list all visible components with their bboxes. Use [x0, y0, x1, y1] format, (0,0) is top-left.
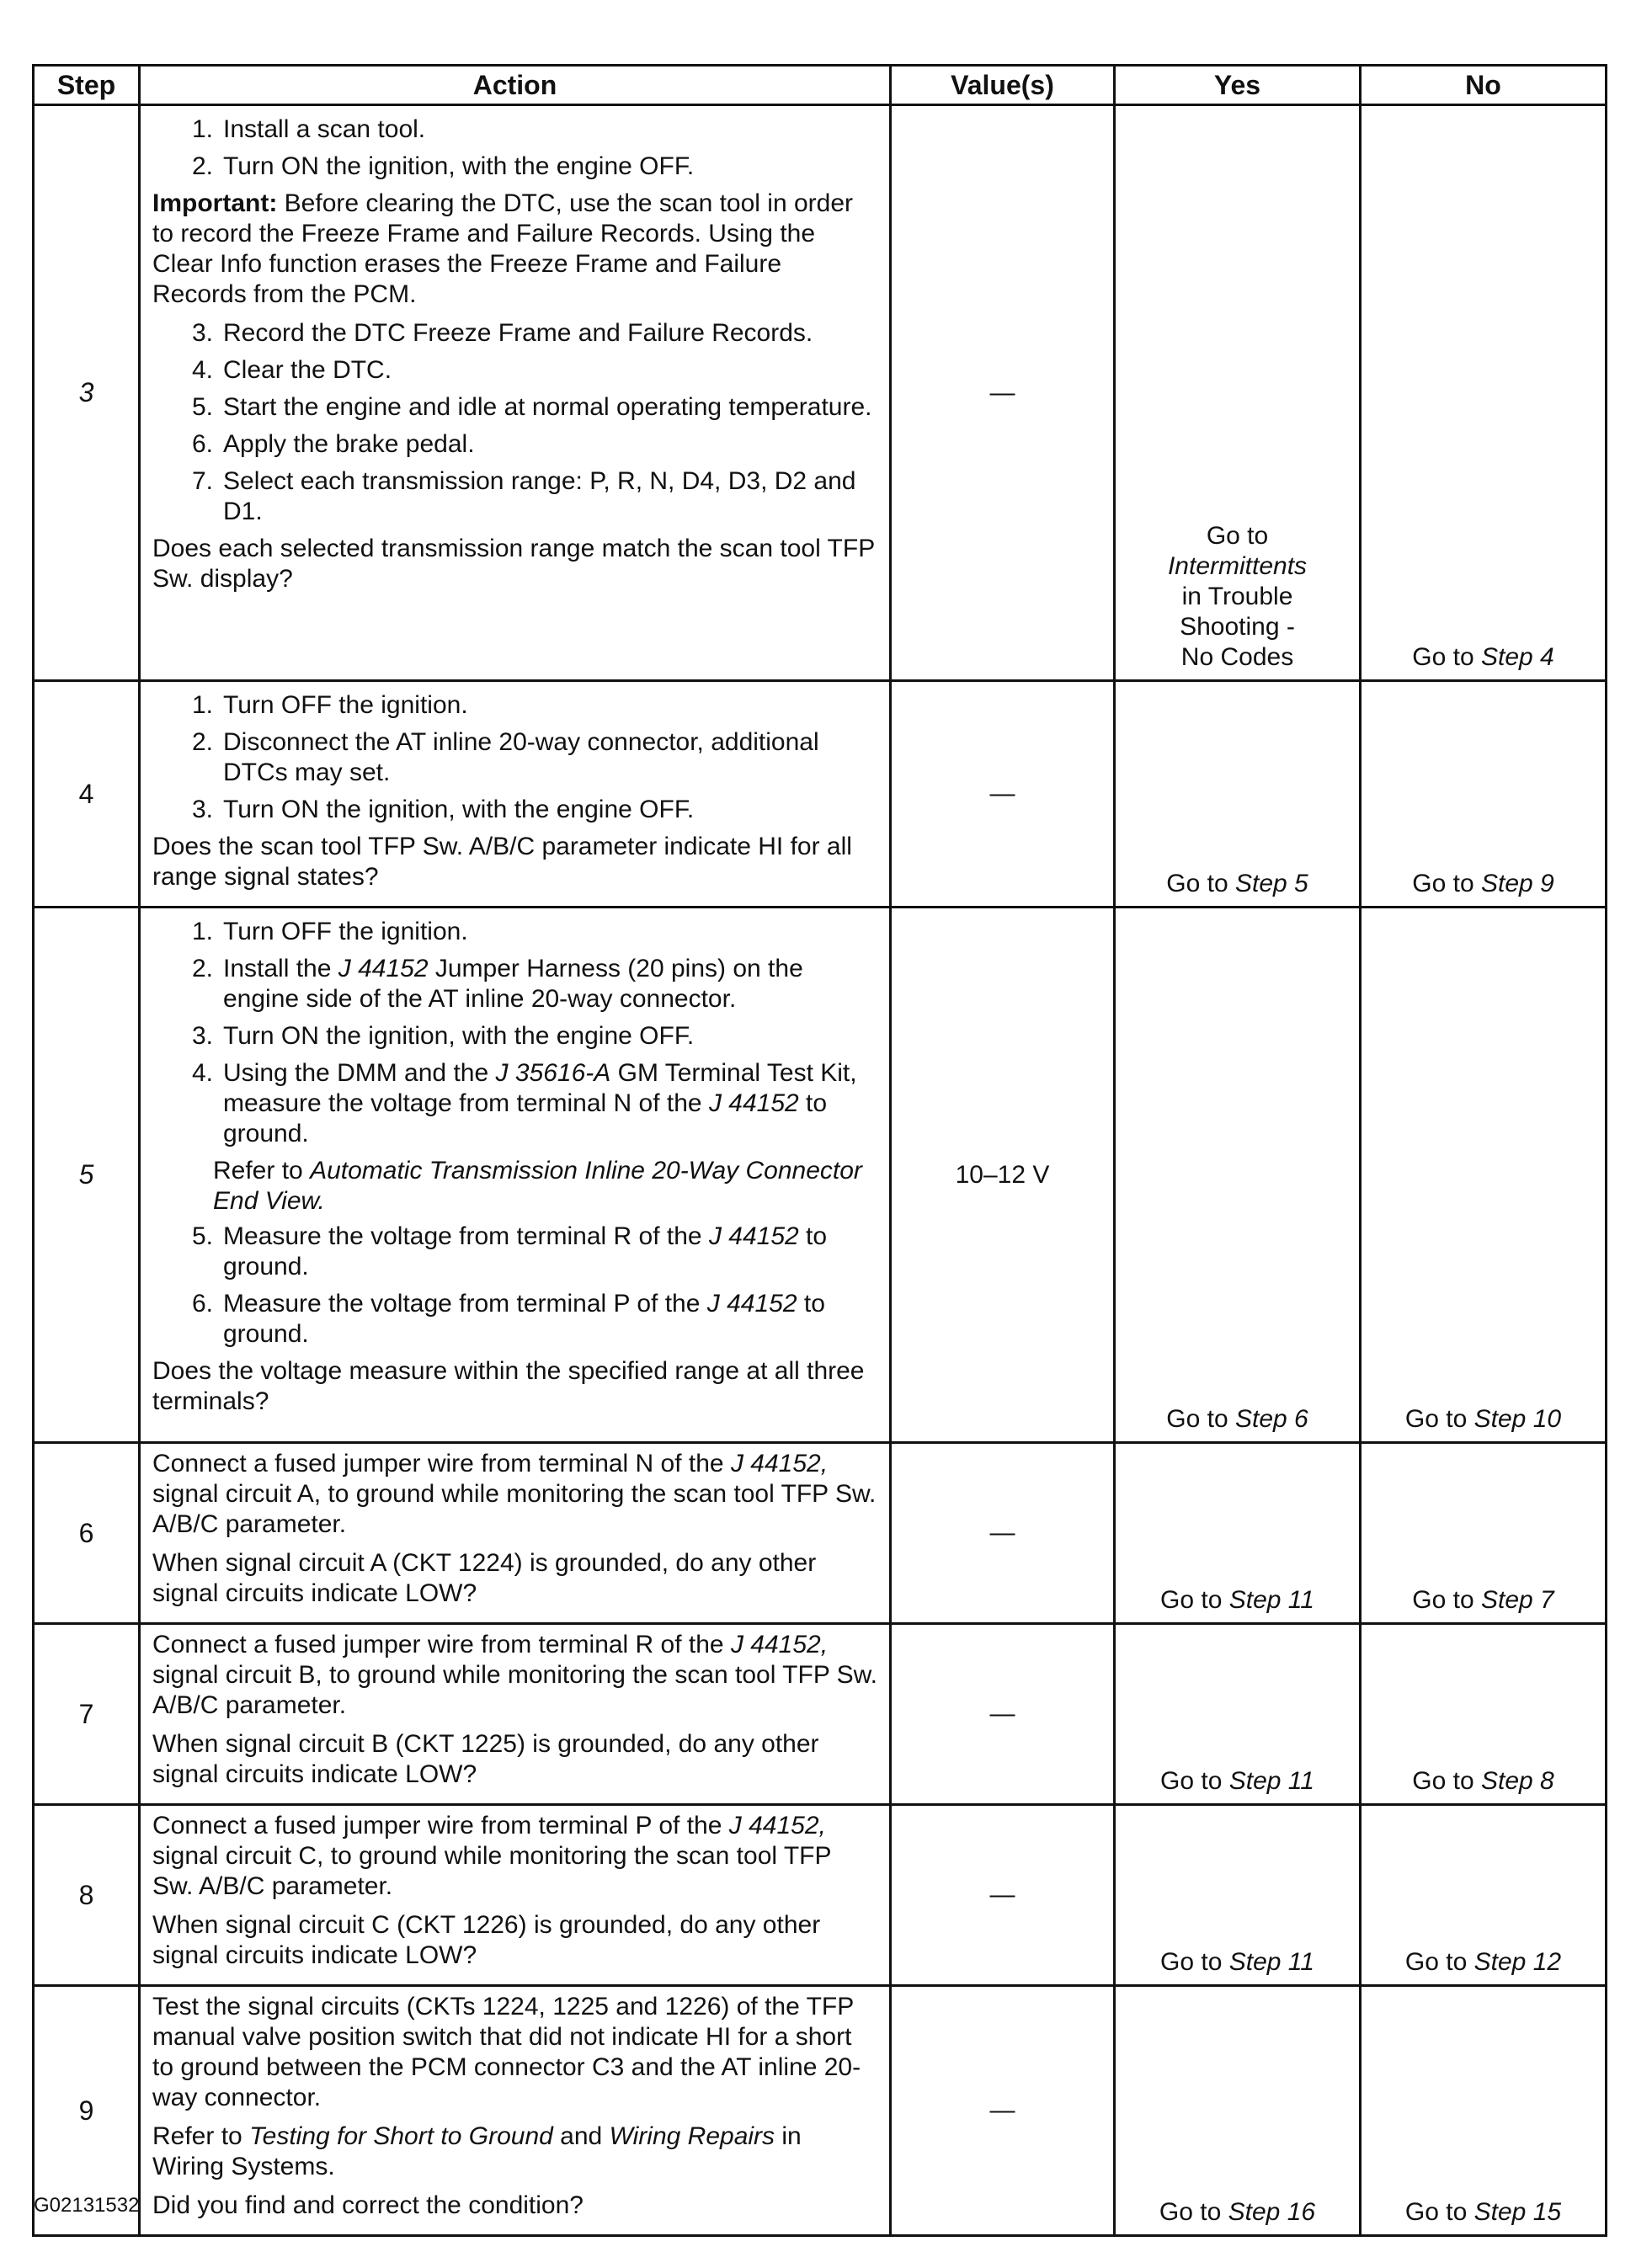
yes-result: Go to Step 11: [1115, 1443, 1361, 1624]
step-value: —: [891, 105, 1115, 681]
step-action: [140, 908, 891, 1443]
step-link: Step 11: [1228, 1767, 1314, 1795]
step-instruction: Connect a fused jumper wire from terminal N of the J 44152, signal circuit A, to ground while monitoring the scan tool TFP Sw. A/B/C parameter.: [152, 1450, 877, 1538]
table-row: [34, 908, 1607, 1443]
table-row: [34, 1443, 1607, 1624]
yes-result: Go to Step 16: [1115, 1986, 1361, 2236]
step-number: 7: [34, 1624, 140, 1805]
no-result: Go to Step 8: [1361, 1624, 1607, 1805]
diagnostic-table: [32, 64, 1607, 2237]
step-number: 9: [34, 1986, 140, 2236]
step-instruction: Connect a fused jumper wire from terminal P of the J 44152, signal circuit C, to ground while monitoring the scan tool TFP Sw. A/B/C parameter.: [152, 1812, 831, 1900]
step-number: 6: [34, 1443, 140, 1624]
step-action: [140, 1805, 891, 1986]
yes-result: Go to Step 6: [1115, 908, 1361, 1443]
step-link: Step 12: [1473, 1948, 1562, 1976]
step-number: 5: [34, 908, 140, 1443]
step-link: Step 5: [1234, 870, 1308, 897]
step-question: When signal circuit A (CKT 1224) is grounded, do any other signal circuits indicate LOW?: [152, 1549, 817, 1607]
step-question: Does the scan tool TFP Sw. A/B/C parameter indicate HI for all range signal states?: [152, 833, 852, 891]
list-item: 2. Install the J 44152 Jumper Harness (20 pins) on the engine side of the AT inline 20-way connector.: [191, 955, 803, 1013]
list-item: 3. Turn ON the ignition, with the engine OFF.: [191, 1022, 695, 1050]
step-link: Step 16: [1228, 2198, 1316, 2226]
step-instruction: Test the signal circuits (CKTs 1224, 1225 and 1226) of the TFP manual valve position switch that did not indicate HI for a short to ground between the PCM connector C3 and the AT inline 20-way connector.: [152, 1993, 861, 2111]
step-value: —: [891, 681, 1115, 908]
list-item: 1. Turn OFF the ignition.: [191, 691, 468, 719]
table-row: [34, 1805, 1607, 1986]
no-result: Go to Step 4: [1361, 105, 1607, 681]
header-yes: Yes: [1115, 66, 1361, 105]
refer-note: Refer to Automatic Transmission Inline 20-Way Connector End View.: [213, 1157, 862, 1215]
step-link: Step 15: [1473, 2198, 1562, 2226]
step-value: —: [891, 1443, 1115, 1624]
action-list: [152, 690, 877, 825]
header-step: Step: [34, 66, 140, 105]
header-values: Value(s): [891, 66, 1115, 105]
step-number: 3: [34, 105, 140, 681]
action-list: [152, 1222, 877, 1350]
table-row: [34, 105, 1607, 681]
step-link: Step 9: [1480, 870, 1554, 897]
step-link: Step 6: [1234, 1405, 1308, 1433]
list-item: 1. Turn OFF the ignition.: [191, 918, 468, 945]
step-instruction: Connect a fused jumper wire from terminal R of the J 44152, signal circuit B, to ground while monitoring the scan tool TFP Sw. A/B/C parameter.: [152, 1631, 877, 1719]
step-number: 4: [34, 681, 140, 908]
list-item: 5. Start the engine and idle at normal operating temperature.: [191, 393, 872, 421]
step-action: [140, 105, 891, 681]
no-result: Go to Step 15: [1361, 1986, 1607, 2236]
header-action: Action: [140, 66, 891, 105]
step-value: —: [891, 1624, 1115, 1805]
list-item: 5. Measure the voltage from terminal R of the J 44152 to ground.: [191, 1222, 828, 1280]
list-item: 4. Clear the DTC.: [191, 356, 392, 384]
step-question: Does each selected transmission range match the scan tool TFP Sw. display?: [152, 535, 875, 593]
list-item: 2. Disconnect the AT inline 20-way connector, additional DTCs may set.: [191, 728, 819, 786]
action-list: [152, 114, 877, 182]
step-action: [140, 1443, 891, 1624]
step-link: Step 10: [1473, 1405, 1562, 1433]
step-action: [140, 1986, 891, 2236]
list-item: 6. Apply the brake pedal.: [191, 430, 475, 458]
step-value: 10–12 V: [891, 908, 1115, 1443]
list-item: 3. Record the DTC Freeze Frame and Failure Records.: [191, 319, 813, 347]
step-link: Step 7: [1480, 1586, 1554, 1614]
yes-result: Go to Step 11: [1115, 1805, 1361, 1986]
refer-note: Refer to Testing for Short to Ground and Wiring Repairs in Wiring Systems.: [152, 2122, 802, 2180]
no-result: Go to Step 10: [1361, 908, 1607, 1443]
yes-result: Go to Step 5: [1115, 681, 1361, 908]
header-row: [34, 66, 1607, 105]
no-result: Go to Step 12: [1361, 1805, 1607, 1986]
yes-result: Go to Intermittents in Trouble Shooting - No Codes: [1115, 105, 1361, 681]
list-item: 1. Install a scan tool.: [191, 115, 426, 143]
no-result: Go to Step 7: [1361, 1443, 1607, 1624]
step-link: Step 8: [1480, 1767, 1554, 1795]
action-list: [152, 318, 877, 527]
step-question: When signal circuit B (CKT 1225) is grounded, do any other signal circuits indicate LOW?: [152, 1730, 819, 1788]
table-row: [34, 1624, 1607, 1805]
header-no: No: [1361, 66, 1607, 105]
step-number: 8: [34, 1805, 140, 1986]
list-item: 7. Select each transmission range: P, R, N, D4, D3, D2 and D1.: [191, 467, 856, 525]
step-question: Does the voltage measure within the specified range at all three terminals?: [152, 1357, 865, 1415]
step-link: Step 4: [1480, 643, 1554, 671]
figure-id: G02131532: [34, 2194, 140, 2217]
table-row: [34, 1986, 1607, 2236]
list-item: 3. Turn ON the ignition, with the engine OFF.: [191, 796, 695, 823]
step-action: [140, 681, 891, 908]
table-row: [34, 681, 1607, 908]
step-action: [140, 1624, 891, 1805]
important-note: Important: Before clearing the DTC, use the scan tool in order to record the Freeze Frame and Failure Records. Using the Clear Info function erases the Freeze Frame and Failure Records from the PCM.: [152, 189, 854, 308]
step-link: Step 11: [1228, 1586, 1314, 1614]
list-item: 6. Measure the voltage from terminal P of the J 44152 to ground.: [191, 1290, 825, 1348]
step-value: —: [891, 1805, 1115, 1986]
list-item: 2. Turn ON the ignition, with the engine OFF.: [191, 152, 695, 180]
step-value: —: [891, 1986, 1115, 2236]
yes-result: Go to Step 11: [1115, 1624, 1361, 1805]
step-question: When signal circuit C (CKT 1226) is grounded, do any other signal circuits indicate LOW?: [152, 1911, 821, 1969]
no-result: Go to Step 9: [1361, 681, 1607, 908]
step-question: Did you find and correct the condition?: [152, 2191, 584, 2219]
step-link: Step 11: [1228, 1948, 1314, 1976]
action-list: [152, 917, 877, 1149]
list-item: 4. Using the DMM and the J 35616-A GM Terminal Test Kit, measure the voltage from terminal N of the J 44152 to ground.: [191, 1059, 857, 1147]
